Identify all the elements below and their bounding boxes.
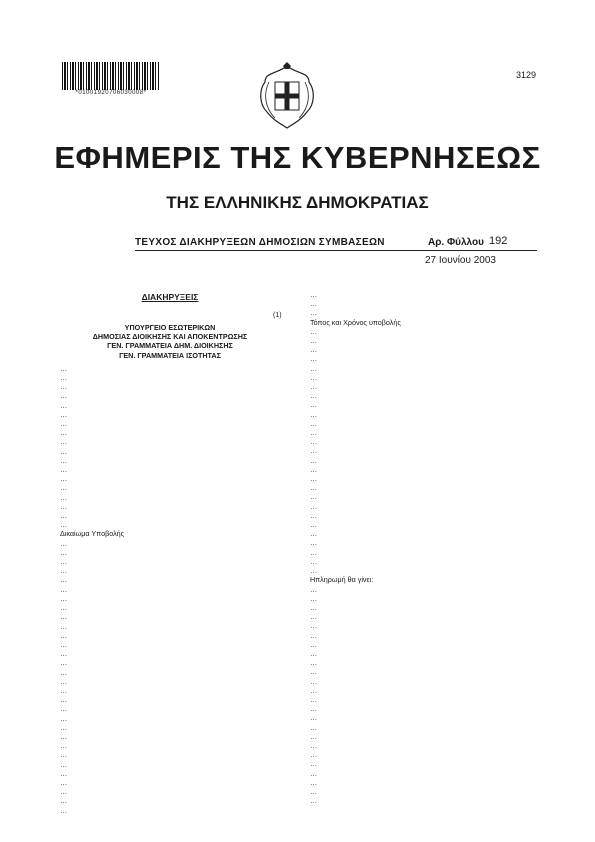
text-line: … [310, 474, 318, 484]
text-line: … [310, 345, 318, 355]
text-line: … [60, 658, 68, 668]
authority-line: ΓΕΝ. ΓΡΑΜΜΑΤΕΙΑ ΔΗΜ. ΔΙΟΙΚΗΣΗΣ [107, 341, 233, 351]
text-line: … [60, 649, 68, 659]
text-line: … [310, 299, 318, 309]
text-line: … [310, 740, 318, 750]
text-line: … [310, 612, 318, 622]
text-line: … [310, 796, 318, 806]
text-line: … [60, 777, 68, 787]
greek-coat-of-arms-icon [255, 60, 319, 132]
right-column-text [310, 290, 535, 805]
text-line: … [310, 547, 318, 557]
text-line: … [310, 510, 318, 520]
gazette-subtitle: ΤΗΣ ΕΛΛΗΝΙΚΗΣ ΔΗΜΟΚΡΑΤΙΑΣ [166, 193, 429, 212]
text-line: … [60, 409, 68, 419]
text-line: … [60, 363, 68, 373]
text-line: … [60, 759, 68, 769]
text-line: … [60, 593, 68, 603]
text-line: … [310, 566, 318, 576]
text-line: … [60, 750, 68, 760]
text-line: Δικαίωμα Υποβολής [60, 529, 125, 539]
text-line: … [310, 501, 318, 511]
text-line: … [310, 639, 318, 649]
text-line: … [60, 685, 68, 695]
issuing-authority [60, 323, 280, 360]
text-line: … [60, 446, 68, 456]
text-line: … [310, 400, 318, 410]
text-line: … [310, 418, 318, 428]
text-line: … [310, 529, 318, 539]
text-line: Τόπος και Χρόνος υποβολής [310, 317, 401, 327]
text-line: … [310, 492, 318, 502]
text-line: … [310, 354, 318, 364]
text-line: … [310, 648, 318, 658]
text-line: … [310, 428, 318, 438]
text-line: … [60, 796, 68, 806]
text-line: … [60, 483, 68, 493]
text-line: … [310, 326, 318, 336]
text-line: … [310, 621, 318, 631]
text-line: … [310, 409, 318, 419]
barcode-number: *01001920706030008* [75, 90, 147, 96]
text-line: … [60, 612, 68, 622]
text-line: … [60, 557, 68, 567]
text-line: … [310, 593, 318, 603]
text-line: … [310, 520, 318, 530]
text-line: … [310, 630, 318, 640]
barcode [62, 62, 160, 90]
authority-line: ΓΕΝ. ΓΡΑΜΜΑΤΕΙΑ ΙΣΟΤΗΤΑΣ [119, 350, 221, 360]
text-line: … [60, 474, 68, 484]
text-line: … [310, 658, 318, 668]
right-column [310, 290, 535, 805]
text-line: … [60, 520, 68, 530]
text-line: … [60, 492, 68, 502]
text-line: … [310, 750, 318, 760]
text-line: … [60, 731, 68, 741]
text-line: … [60, 805, 68, 815]
header-rule [135, 250, 537, 251]
left-column-text [60, 364, 280, 815]
authority-line: ΔΗΜΟΣΙΑΣ ΔΙΟΙΚΗΣΗΣ ΚΑΙ ΑΠΟΚΕΝΤΡΩΣΗΣ [92, 332, 248, 342]
issue-date: 27 Ιουνίου 2003 [425, 255, 496, 266]
text-line: … [60, 676, 68, 686]
text-line: … [60, 695, 68, 705]
text-line: … [310, 731, 318, 741]
text-line: … [310, 676, 318, 686]
text-line: … [310, 372, 318, 382]
page-number: 3129 [516, 70, 537, 80]
text-line: … [310, 336, 318, 346]
text-line: … [60, 465, 68, 475]
text-line: … [60, 501, 68, 511]
text-line: … [60, 437, 68, 447]
text-line: Ηπληρωμή θα γίνει: [310, 575, 374, 585]
text-line: … [310, 759, 318, 769]
text-line: … [60, 400, 68, 410]
text-line: … [310, 786, 318, 796]
text-line: … [310, 704, 318, 714]
text-line: … [310, 584, 318, 594]
text-line: … [310, 768, 318, 778]
text-line: … [60, 382, 68, 392]
text-line: … [310, 437, 318, 447]
sheet-number: 192 [489, 235, 508, 247]
text-line: … [60, 511, 68, 521]
left-column [60, 323, 280, 815]
section-heading: ΔΙΑΚΗΡΥΞΕΙΣ [141, 292, 199, 302]
text-line: … [60, 603, 68, 613]
text-line: … [60, 584, 68, 594]
gazette-title: ΕΦΗΜΕΡΙΣ ΤΗΣ ΚΥΒΕΡΝΗΣΕΩΣ [54, 140, 541, 175]
text-line: … [310, 382, 318, 392]
text-line: … [60, 455, 68, 465]
text-line: … [60, 787, 68, 797]
notice-number: (1) [273, 312, 282, 319]
text-line: … [60, 722, 68, 732]
text-line: … [310, 713, 318, 723]
text-line: … [60, 768, 68, 778]
text-line: … [310, 464, 318, 474]
text-line: … [310, 694, 318, 704]
text-line: … [310, 556, 318, 566]
text-line: … [60, 667, 68, 677]
text-line: … [60, 428, 68, 438]
text-line: … [60, 741, 68, 751]
authority-line: ΥΠΟΥΡΓΕΙΟ ΕΣΩΤΕΡΙΚΩΝ [124, 323, 216, 332]
text-line: … [60, 566, 68, 576]
text-line: … [60, 575, 68, 585]
text-line: … [310, 667, 318, 677]
text-line: … [60, 704, 68, 714]
text-line: … [310, 391, 318, 401]
text-line: … [60, 373, 68, 383]
text-line: … [60, 621, 68, 631]
text-line: … [60, 639, 68, 649]
text-line: … [310, 363, 318, 373]
text-line: … [310, 446, 318, 456]
text-line: … [310, 455, 318, 465]
issue-type: ΤΕΥΧΟΣ ΔΙΑΚΗΡΥΞΕΩΝ ΔΗΜΟΣΙΩΝ ΣΥΜΒΑΣΕΩΝ [135, 237, 385, 248]
text-line: … [310, 483, 318, 493]
text-line: … [60, 538, 68, 548]
sheet-label: Αρ. Φύλλου [428, 237, 484, 248]
text-line: … [310, 290, 318, 299]
text-line: … [60, 419, 68, 429]
text-line: … [60, 713, 68, 723]
text-line: … [310, 538, 318, 548]
text-line: … [60, 547, 68, 557]
text-line: … [310, 308, 318, 318]
text-line: … [310, 602, 318, 612]
text-line: … [310, 685, 318, 695]
text-line: … [60, 391, 68, 401]
text-line: … [60, 630, 68, 640]
text-line: … [310, 777, 318, 787]
text-line: … [310, 722, 318, 732]
